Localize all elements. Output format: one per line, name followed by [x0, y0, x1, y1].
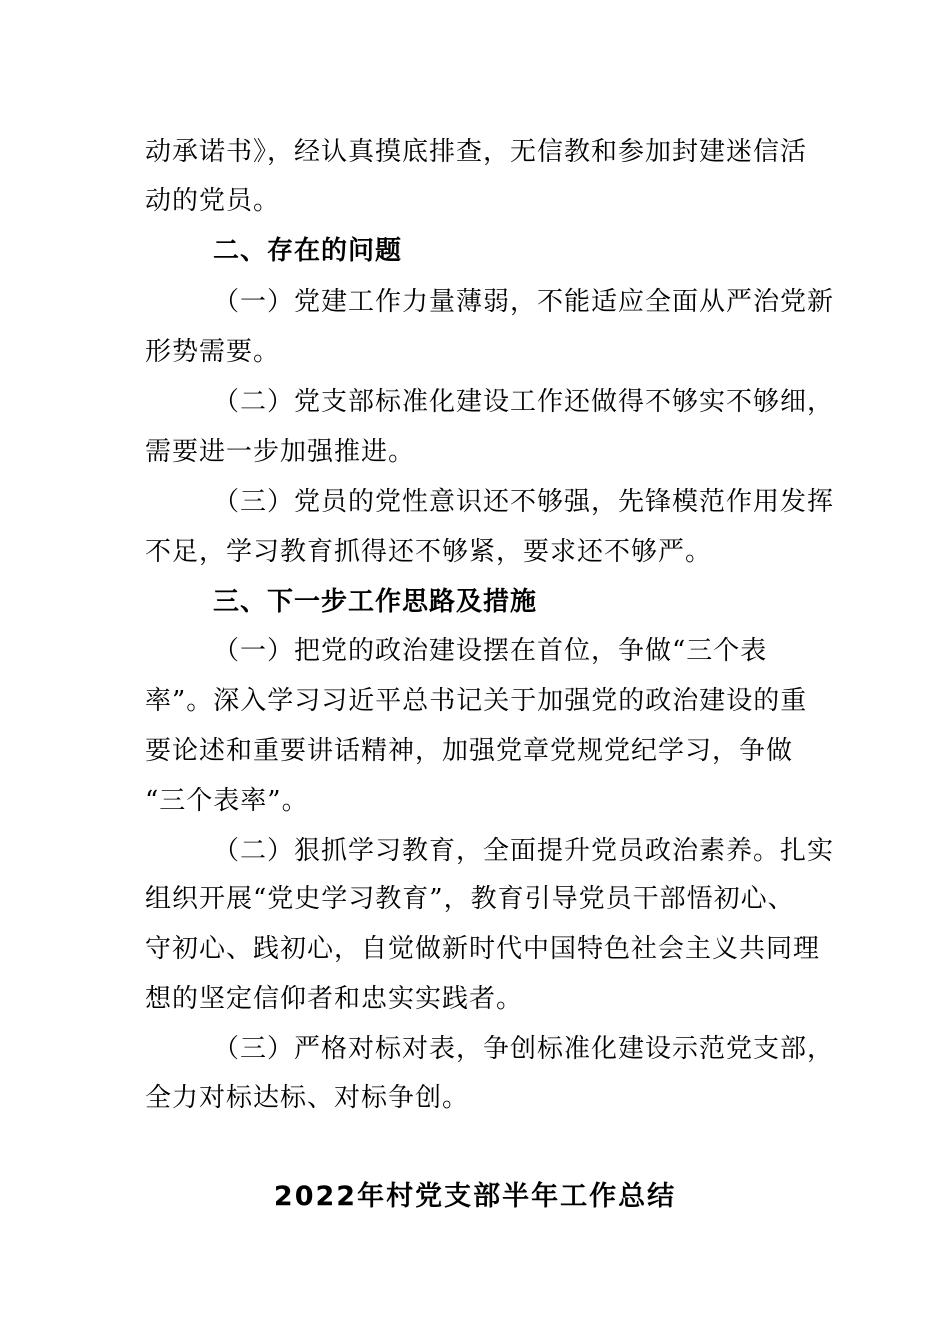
- body-line: （一）把党的政治建设摆在首位，争做“三个表: [213, 636, 768, 666]
- body-line: 动的党员。: [145, 186, 281, 216]
- body-line: （三）党员的党性意识还不够强，先锋模范作用发挥: [213, 487, 835, 517]
- body-line: 率”。深入学习习近平总书记关于加强党的政治建设的重: [145, 686, 808, 716]
- body-line: 需要进一步加强推进。: [145, 437, 416, 467]
- body-line: 要论述和重要讲话精神，加强党章党规党纪学习，争做: [145, 736, 794, 766]
- body-line: 组织开展“党史学习教育”，教育引导党员干部悟初心、: [145, 884, 795, 914]
- body-line: 动承诺书》，经认真摸底排查，无信教和参加封建迷信活: [145, 137, 808, 167]
- body-line: “三个表率”。: [145, 786, 309, 816]
- body-line: （三）严格对标对表，争创标准化建设示范党支部，: [213, 1034, 835, 1064]
- body-line: 守初心、践初心，自觉做新时代中国特色社会主义共同理: [145, 934, 821, 964]
- body-line: 不足，学习教育抓得还不够紧，要求还不够严。: [145, 537, 713, 567]
- body-line: 全力对标达标、对标争创。: [145, 1083, 470, 1113]
- section-heading-next-steps: 三、下一步工作思路及措施: [213, 587, 538, 617]
- body-line: （二）狠抓学习教育，全面提升党员政治素养。扎实: [213, 836, 835, 866]
- body-line: 想的坚定信仰者和忠实实践者。: [145, 984, 524, 1014]
- document-title: 2022年村党支部半年工作总结: [273, 1181, 677, 1212]
- body-line: 形势需要。: [145, 337, 281, 367]
- section-heading-problems: 二、存在的问题: [213, 236, 403, 266]
- body-line: （一）党建工作力量薄弱，不能适应全面从严治党新: [213, 287, 835, 317]
- body-line: （二）党支部标准化建设工作还做得不够实不够细，: [213, 387, 835, 417]
